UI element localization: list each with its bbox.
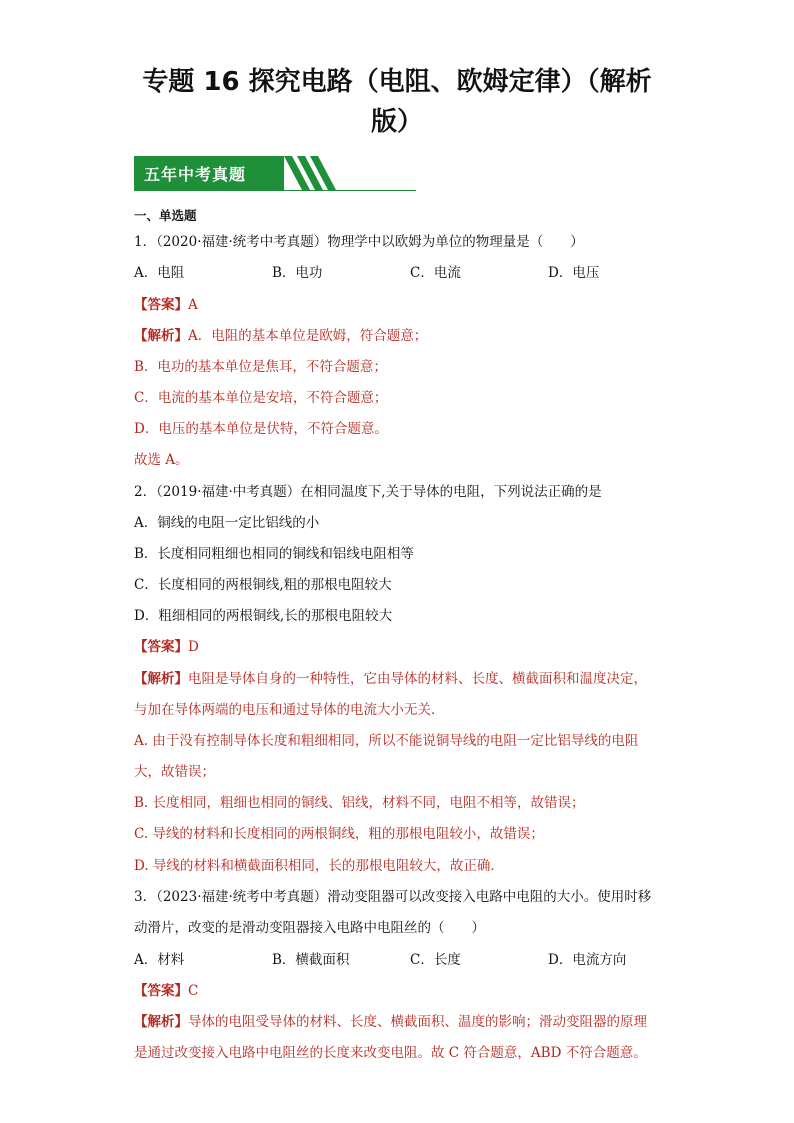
section-banner bbox=[134, 156, 416, 192]
q1-analysis-2: B．电功的基本单位是焦耳，不符合题意； bbox=[134, 359, 387, 375]
q2-option-c: C．长度相同的两根铜线,粗的那根电阻较大 bbox=[134, 577, 392, 593]
q3-option-a: A．材料 bbox=[134, 952, 185, 968]
q2-option-b: B．长度相同粗细也相同的铜线和铝线电阻相等 bbox=[134, 546, 414, 562]
q1-analysis-4: D．电压的基本单位是伏特，不符合题意。 bbox=[134, 421, 388, 437]
q2-analysis-5: B. 长度相同，粗细也相同的铜线、铝线，材料不同，电阻不相等，故错误； bbox=[134, 795, 585, 811]
page-title-line1: 专题 16 探究电路（电阻、欧姆定律）（解析 bbox=[142, 67, 652, 97]
q3-option-d: D．电流方向 bbox=[548, 952, 627, 968]
q1-answer: 【答案】A bbox=[134, 297, 198, 313]
q3-answer: 【答案】C bbox=[134, 983, 199, 999]
q2-analysis-2: 与加在导体两端的电压和通过导体的电流大小无关． bbox=[134, 702, 445, 718]
q2-stem: 2．（2019·福建·中考真题）在相同温度下,关于导体的电阻，下列说法正确的是 bbox=[134, 484, 602, 500]
q2-analysis-4: 大，故错误； bbox=[134, 764, 215, 780]
q1-option-c: C．电流 bbox=[410, 265, 461, 281]
q2-option-d: D．粗细相同的两根铜线,长的那根电阻较大 bbox=[134, 608, 393, 624]
q2-analysis-1: 【解析】电阻是导体自身的一种特性，它由导体的材料、长度、横截面积和温度决定， bbox=[134, 671, 647, 687]
q2-analysis-3: A. 由于没有控制导体长度和粗细相同，所以不能说铜导线的电阻一定比铝导线的电阻 bbox=[134, 733, 639, 749]
q2-analysis-6: C. 导线的材料和长度相同的两根铜线，粗的那根电阻较小，故错误； bbox=[134, 826, 544, 842]
page-title-line2: 版） bbox=[370, 107, 423, 137]
q3-analysis-1: 【解析】导体的电阻受导体的材料、长度、横截面积、温度的影响；滑动变阻器的原理 bbox=[134, 1014, 647, 1030]
q1-option-a: A．电阻 bbox=[134, 265, 185, 281]
q3-option-b: B．横截面积 bbox=[272, 952, 350, 968]
q3-option-c: C．长度 bbox=[410, 952, 461, 968]
q2-option-a: A．铜线的电阻一定比铝线的小 bbox=[134, 515, 320, 531]
q2-analysis-7: D. 导线的材料和横截面积相同，长的那根电阻较大，故正确． bbox=[134, 858, 504, 874]
q3-analysis-2: 是通过改变接入电路中电阻丝的长度来改变电阻。故 C 符合题意，ABD 不符合题意。 bbox=[134, 1045, 647, 1061]
q1-analysis-5: 故选 A。 bbox=[134, 452, 189, 468]
q3-stem-1: 3．（2023·福建·统考中考真题）滑动变阻器可以改变接入电路中电阻的大小。使用时移 bbox=[134, 889, 652, 905]
q1-option-b: B．电功 bbox=[272, 265, 323, 281]
q3-stem-2: 动滑片，改变的是滑动变阻器接入电路中电阻丝的（ ） bbox=[134, 920, 485, 936]
q2-answer: 【答案】D bbox=[134, 639, 199, 655]
q1-option-d: D．电压 bbox=[548, 265, 600, 281]
section-heading: 一、单选题 bbox=[134, 208, 197, 223]
q1-analysis-3: C．电流的基本单位是安培，不符合题意； bbox=[134, 390, 388, 406]
q1-analysis-1: 【解析】A．电阻的基本单位是欧姆，符合题意； bbox=[134, 328, 428, 344]
banner-label: 五年中考真题 bbox=[144, 165, 247, 184]
q1-stem: 1．（2020·福建·统考中考真题）物理学中以欧姆为单位的物理量是（ ） bbox=[134, 234, 584, 250]
